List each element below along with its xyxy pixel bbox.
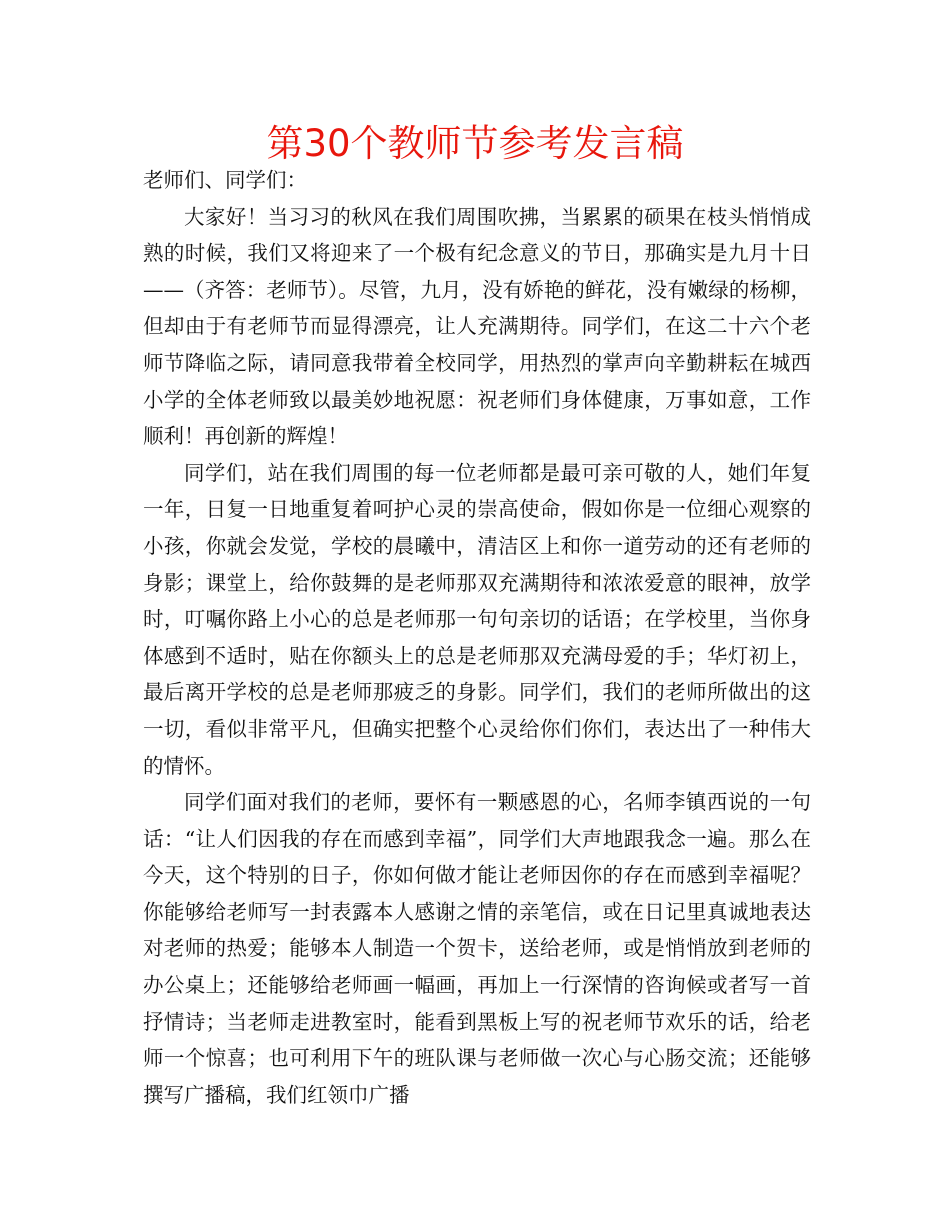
paragraph-gratitude-actions: 同学们面对我们的老师，要怀有一颗感恩的心，名师李镇西说的一句话：“让人们因我的存在而感到幸福”，同学们大声地跟我念一遍。那么在今天，这个特别的日子，你如何做才能让老师因你的存在而感到幸福呢？你能够给老师写一封表露本人感谢之情的亲笔信，或在日记里真诚地表达对老师的热爱；能够本人制造一个贺卡，送给老师，或是悄悄放到老师的办公桌上；还能够给老师画一幅画，再加上一行深情的咨询候或者写一首抒情诗；当老师走进教室时，能看到黑板上写的祝老师节欢乐的话，给老师一个惊喜；也可利用下午的班队课与老师做一次心与心肠交流；还能够撰写广播稿，我们红领巾广播 [143, 790, 811, 1107]
paragraph-greeting: 大家好！当习习的秋风在我们周围吹拂，当累累的硕果在枝头悄悄成熟的时候，我们又将迎来了一个极有纪念意义的节日，那确实是九月十日——（齐答：老师节）。尽管，九月，没有娇艳的鲜花，没有嫩绿的杨柳，但却由于有老师节而显得漂亮，让人充满期待。同学们，在这二十六个老师节降临之际，请同意我带着全校同学，用热烈的掌声向辛勤耕耘在城西小学的全体老师致以最美妙地祝愿：祝老师们身体健康，万事如意，工作顺利！再创新的辉煌！ [143, 204, 811, 449]
paragraph-teachers-daily-care: 同学们，站在我们周围的每一位老师都是最可亲可敬的人，她们年复一年，日复一日地重复着呵护心灵的崇高使命，假如你是一位细心观察的小孩，你就会发觉，学校的晨曦中，清洁区上和你一道劳动的还有老师的身影；课堂上，给你鼓舞的是老师那双充满期待和浓浓爱意的眼神，放学时，叮嘱你路上小心的总是老师那一句句亲切的话语；在学校里，当你身体感到不适时，贴在你额头上的总是老师那双充满母爱的手；华灯初上，最后离开学校的总是老师那疲乏的身影。同学们，我们的老师所做出的这一切，看似非常平凡，但确实把整个心灵给你们你们，表达出了一种伟大的情怀。 [143, 460, 811, 778]
document-body [143, 162, 811, 1113]
salutation: 老师们、同学们： [143, 168, 307, 192]
document-title: 第30个教师节参考发言稿 [266, 122, 684, 165]
